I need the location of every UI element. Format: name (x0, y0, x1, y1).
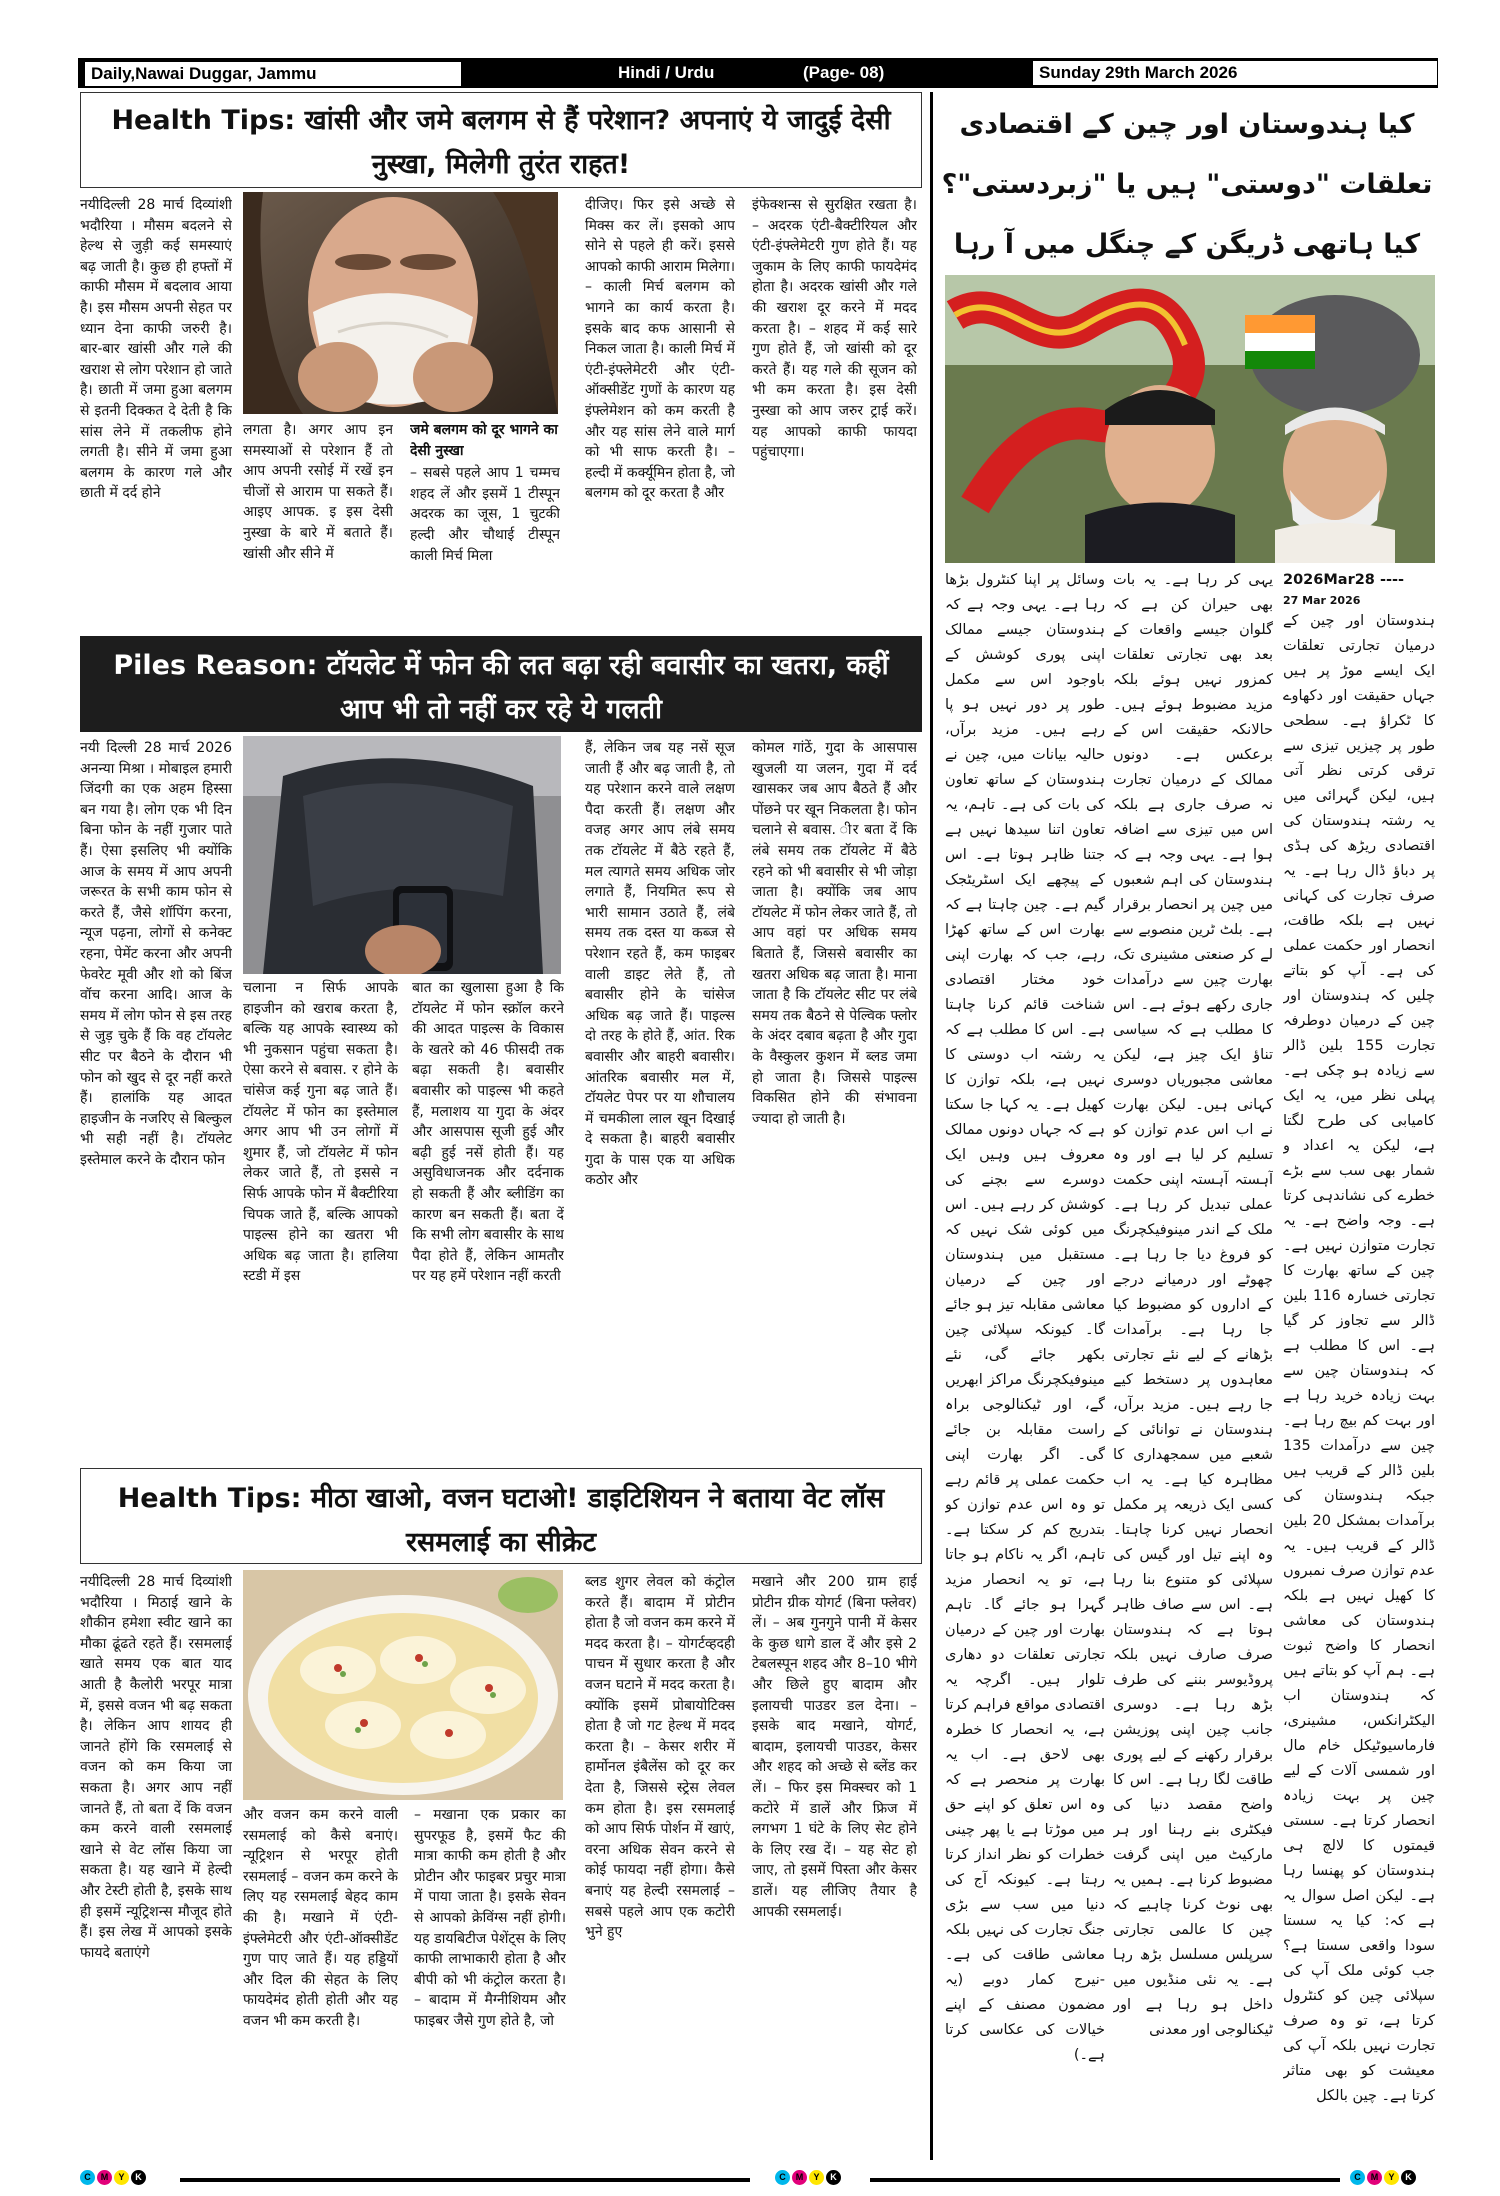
cmyk-c: C (775, 2170, 790, 2185)
article1-col3-subhead: जमे बलगम को दूर भागने का देसी नुस्खा (410, 422, 558, 459)
cmyk-k: K (1401, 2170, 1416, 2185)
urdu-col2-text: یہی کر رہا ہے۔ یہ بات بھی حیران کن ہے کہ گلوان جیسے واقعات کے بعد بھی تجارتی تعلقات کمزور نہیں ہوئے بلکہ مزید مضبوط ہوئے ہیں۔ حالانکہ حقیقت اس کے برعکس ہے۔ دونوں ممالک کے درمیان تجارت نہ صرف جاری ہے بلکہ اس میں تیزی سے اضافہ ہوا ہے۔ یہی وجہ ہے کہ ہندوستان کی اہم شعبوں میں چین پر انحصار برقرار ہے۔ بلٹ ٹرین منصوبے سے لے کر صنعتی مشینری تک، بھارت چین سے درآمدات جاری رکھے ہوئے ہے۔ اس کا مطلب ہے کہ سیاسی تناؤ ایک چیز ہے، لیکن معاشی مجبوریاں دوسری کہانی ہیں۔ لیکن بھارت نے اب اس عدم توازن کو تسلیم کر لیا ہے اور وہ آہستہ آہستہ اپنی حکمت عملی تبدیل کر رہا ہے۔ ملک کے اندر مینوفیکچرنگ کو فروغ دیا جا رہا ہے۔ چھوٹے اور درمیانے درجے کے اداروں کو مضبوط کیا جا رہا ہے۔ برآمدات بڑھانے کے لیے نئے تجارتی معاہدوں پر دستخط کیے جا رہے ہیں۔ مزید برآں، ہندوستان نے توانائی کے شعبے میں سمجھداری کا مظاہرہ کیا ہے۔ یہ اب کسی ایک ذریعہ پر مکمل انحصار نہیں کرنا چاہتا۔ وہ اپنے تیل اور گیس کی سپلائی کو متنوع بنا رہا ہے۔ اس سے صاف ظاہر ہوتا ہے کہ ہندوستان صرف صارف نہیں بلکہ پروڈیوسر بننے کی طرف بڑھ رہا ہے۔ دوسری جانب چین اپنی پوزیشن برقرار رکھنے کے لیے پوری طاقت لگا رہا ہے۔ اس کا واضح مقصد دنیا کی فیکٹری بنے رہنا اور ہر مارکیٹ میں اپنی گرفت مضبوط کرنا ہے۔ ہمیں یہ بھی نوٹ کرنا چاہیے کہ چین کا عالمی تجارتی سرپلس مسلسل بڑھ رہا ہے۔ یہ نئی منڈیوں میں داخل ہو رہا ہے اور ٹیکنالوجی اور معدنی (1113, 572, 1273, 2038)
article1-col3 (410, 420, 560, 625)
cmyk-marks-center (775, 2170, 841, 2185)
article3-col2-text: और वजन कम करने वाली रसमलाई को कैसे बनाएं। न्यूट्रिशन से भरपूर होती रसमलाई – वजन कम करने के लिए यह रसमलाई बेहद काम की है। मखाने में एंटी-इंफ्लेमेटरी और एंटी-ऑक्सीडेंट गुण पाए जाते हैं। यह हड्डियों और दिल की सेहत के लिए फायदेमंद होती होती और यह वजन भी कम करती है। (243, 1807, 398, 2029)
article1-col5-text: इंफेक्शन्स से सुरक्षित रखता है। – अदरक एंटी-बैक्टीरियल और एंटी-इंफ्लेमेटरी गुण होते हैं। यह जुकाम के लिए काफी फायदेमंद होता है। अदरक खांसी और गले की खराश दूर करने में मदद करता है। – शहद में कई सारे गुण होते हैं, जो खांसी को दूर करते हैं। यह गले की सूजन को भी कम करता है। इस देसी नुस्खा को आप जरुर ट्राई करें। यह आपको काफी फायदा पहुंचाएगा। (752, 197, 917, 461)
cmyk-y: Y (114, 2170, 129, 2185)
cmyk-c: C (1350, 2170, 1365, 2185)
cmyk-k: K (131, 2170, 146, 2185)
xi-modi-dragon-elephant-photo (945, 275, 1435, 563)
page-number: (Page- 08) (803, 63, 885, 82)
article2-col5 (752, 738, 917, 1460)
urdu-col3-text: وسائل پر اپنا کنٹرول بڑھا رہا ہے۔ یہی وجہ ہے کہ ہندوستان جیسے ممالک اپنی پوری کوشش کے باوجود اس سے مکمل طور پر دور نہیں ہو پا رہے ہیں۔ مزید برآں، حالیہ بیانات میں، چین نے ہندوستان کے ساتھ تعاون کی بات کی ہے۔ تاہم، یہ تعاون اتنا سیدھا نہیں ہے جتنا ظاہر ہوتا ہے۔ اس کے پیچھے ایک اسٹریٹجک گیم ہے۔ چین چاہتا ہے کہ بھارت اس کے ساتھ کھڑا رہے، جب کہ بھارت اپنی خود مختار اقتصادی شناخت قائم کرنا چاہتا ہے۔ اس کا مطلب ہے کہ یہ رشتہ اب دوستی کا نہیں ہے، بلکہ توازن کا کھیل ہے۔ یہ کہا جا سکتا ہے کہ جہاں دونوں ممالک معروف ہیں وہیں ایک دوسرے سے بچنے کی کوشش کر رہے ہیں۔ اس میں کوئی شک نہیں کہ مستقبل میں ہندوستان اور چین کے درمیان معاشی مقابلہ تیز ہو جائے گا۔ کیونکہ سپلائی چین بکھر جائے گی، نئے مینوفیکچرنگ مراکز ابھریں گے، اور ٹیکنالوجی براہ راست مقابلہ بن جائے گی۔ اگر بھارت اپنی حکمت عملی پر قائم رہے تو وہ اس عدم توازن کو بتدریج کم کر سکتا ہے۔ تاہم، اگر یہ ناکام ہو جاتا ہے، تو یہ انحصار مزید گہرا ہو جائے گا۔ تاہم بھارت اور چین کے درمیان تجارتی تعلقات دو دھاری تلوار ہیں۔ اگرچہ یہ اقتصادی مواقع فراہم کرتا ہے، یہ انحصار کا خطرہ بھی لاحق ہے۔ اب یہ بھارت پر منحصر ہے کہ وہ اس تعلق کو اپنے حق میں موڑتا ہے یا پھر چینی خطرات کو نظر انداز کرتا رہتا ہے۔ کیونکہ آج کی دنیا میں سب سے بڑی جنگ تجارت کی نہیں بلکہ معاشی طاقت کی ہے۔ -نیرج کمار دوبے (یہ مضمون مصنف کے اپنے خیالات کی عکاسی کرتا ہے۔) (945, 572, 1105, 2063)
footer-rule-right (870, 2178, 1340, 2182)
woman-coughing-photo (243, 192, 558, 414)
issue-date: Sunday 29th March 2026 (1033, 61, 1437, 85)
article1-col5 (752, 195, 917, 625)
article1-col1 (80, 195, 232, 625)
article3-col5-text: मखाने और 200 ग्राम हाई प्रोटीन ग्रीक योगर्ट (बिना फ्लेवर) लें। – अब गुनगुने पानी में केसर के कुछ धागे डाल दें और इसे 2 टेबलस्पून शहद और 8–10 भीगे और छिले हुए बादाम और इलायची पाउडर डल देना। – इसके बाद मखाने, योगर्ट, बादाम, इलायची पाउडर, केसर और शहद को अच्छे से ब्लेंड कर लें। – फिर इस मिक्स्चर को 1 कटोरे में डालें और फ्रिज में लगभग 1 घंटे के लिए सेट होने के लिए रख दें। – यह सेट हो जाए, तो इसमें पिस्ता और केसर डालें। यह लीजिए तैयार है आपकी रसमलाई। (752, 1574, 917, 1920)
article2-col5-text: कोमल गांठें, गुदा के आसपास खुजली या जलन, गुदा में दर्द खासकर जब आप बैठते हैं और पोंछने पर खून निकलता है। फोन चलाने से बवास. ीर बता दें कि लंबे समय तक टॉयलेट में बैठे रहने को भी बवासीर से भी जोड़ा जाता है। क्योंकि जब आप टॉयलेट में फोन लेकर जाते हैं, तो आप वहां पर अधिक समय बिताते हैं, जिससे बवासीर का खतरा अधिक बढ़ जाता है। माना जाता है कि टॉयलेट सीट पर लंबे समय तक बैठने से पेल्विक फ्लोर के अंदर दबाव बढ़ता है और गुदा के वैस्कुलर कुशन में ब्लड जमा हो जाता है। जिससे पाइल्स विकसित होने की संभावना ज्यादा हो जाती है। (752, 740, 917, 1127)
cmyk-y: Y (1384, 2170, 1399, 2185)
urdu-dateline2: 27 Mar 2026 (1283, 594, 1361, 607)
article3-col1-text: नयीदिल्ली 28 मार्च दिव्यांशी भदौरिया । मिठाई खाने के शौकीन हमेशा स्वीट खाने का मौका ढूंढते रहते हैं। रसमलाई खाते समय एक बात याद आती है कैलोरी भरपूर मात्रा में, इससे वजन भी बढ़ सकता है। लेकिन आप शायद ही जानते होंगे कि रसमलाई से वजन को कम किया जा सकता है। अगर आप नहीं जानते हैं, तो बता दें कि वजन कम करने वाली रसमलाई खाने से वेट लॉस किया जा सकता है। यह खाने में हेल्दी और टेस्टी होती है, इसके साथ ही इसमें न्यूट्रिशन्स मौजूद होते हैं। इस लेख में आपको इसके फायदे बताएंगे (80, 1574, 232, 1961)
article2-col4-text: हैं, लेकिन जब यह नसें सूज जाती हैं और बढ़ जाती है, तो यह परेशान करने वाले लक्षण पैदा करती हैं। लक्षण और वजह अगर आप लंबे समय तक टॉयलेट में बैठे रहते हैं, मल त्यागते समय अधिक जोर लगाते हैं, नियमित रूप से भारी सामान उठाते हैं, लंबे समय तक दस्त या कब्ज से परेशान रहते हैं, कम फाइबर वाली डाइट लेते हैं, तो बवासीर होने के चांसेज अधिक बढ़ जाते हैं। पाइल्स दो तरह के होते हैं, आंत. रिक बवासीर और बाहरी बवासीर। आंतरिक बवासीर मल में, टॉयलेट पेपर पर या शौचालय में चमकीला लाल खून दिखाई दे सकता है। बाहरी बवासीर गुदा के पास एक या अधिक कठोर और (585, 740, 735, 1189)
article3-col4-text: ब्लड शुगर लेवल को कंट्रोल करते हैं। बादाम में प्रोटीन होता है जो वजन कम करने में मदद करता है। – योगर्टव्हदही पाचन में सुधार करता है और वजन घटाने में मदद करता है। क्योंकि इसमें प्रोबायोटिक्स होता है जो गट हेल्थ में मदद करता है। – केसर शरीर में हार्मोनल इंबैलेंस को दूर कर देता है, जिससे स्ट्रेस लेवल कम होता है। इस रसमलाई को आप सिर्फ पोर्शन में खाएं, वरना अधिक सेवन करने से कोई फायदा नहीं होगा। कैसे बनाएं यह हेल्दी रसमलाई – सबसे पहले आप एक कटोरी भुने हुए (585, 1574, 735, 1941)
article2-col3 (412, 978, 564, 1460)
cmyk-c: C (80, 2170, 95, 2185)
article2-col1 (80, 738, 232, 1458)
cmyk-marks-right (1350, 2170, 1416, 2185)
cmyk-y: Y (809, 2170, 824, 2185)
cmyk-m: M (792, 2170, 807, 2185)
urdu-col1-text: ہندوستان اور چین کے درمیان تجارتی تعلقات ایک ایسے موڑ پر ہیں جہاں حقیقت اور دکھاوے کا ٹکراؤ ہے۔ سطحی طور پر چیزیں تیزی سے ترقی کرتی نظر آتی ہیں، لیکن گہرائی میں یہ رشتہ ہندوستان کی اقتصادی ریڑھ کی ہڈی پر دباؤ ڈال رہا ہے۔ یہ صرف تجارت کی کہانی نہیں ہے بلکہ طاقت، انحصار اور حکمت عملی کی ہے۔ آپ کو بتاتے چلیں کہ ہندوستان اور چین کے درمیان دوطرفہ تجارت 155 بلین ڈالر سے زیادہ ہو چکی ہے۔ پہلی نظر میں، یہ ایک کامیابی کی طرح لگتا ہے، لیکن یہ اعداد و شمار بھی سب سے بڑے خطرے کی نشاندہی کرتا ہے۔ وجہ واضح ہے۔ یہ تجارت متوازن نہیں ہے۔ چین کے ساتھ بھارت کا تجارتی خسارہ 116 بلین ڈالر سے تجاوز کر گیا ہے۔ اس کا مطلب ہے کہ ہندوستان چین سے بہت زیادہ خرید رہا ہے اور بہت کم بیچ رہا ہے۔ چین سے درآمدات 135 بلین ڈالر کے قریب ہیں جبکہ ہندوستان کی برآمدات بمشکل 20 بلین ڈالر کے قریب ہیں۔ یہ عدم توازن صرف نمبروں کا کھیل نہیں ہے بلکہ ہندوستان کی معاشی انحصار کا واضح ثبوت ہے۔ ہم آپ کو بتاتے ہیں کہ ہندوستان اب الیکٹرانکس، مشینری، فارماسیوٹیکل خام مال اور شمسی آلات کے لیے چین پر بہت زیادہ انحصار کرتا ہے۔ سستی قیمتوں کا لالچ ہی ہندوستان کو پھنسا رہا ہے۔ لیکن اصل سوال یہ ہے کہ: کیا یہ سستا سودا واقعی سستا ہے؟ جب کوئی ملک آپ کی سپلائی چین کو کنٹرول کرتا ہے، تو وہ صرف تجارت نہیں بلکہ آپ کی معیشت کو بھی متاثر کرتا ہے۔ چین بالکل (1283, 613, 1435, 2104)
article3-col4 (585, 1572, 735, 2162)
rasmalai-photo (243, 1570, 563, 1800)
cmyk-k: K (826, 2170, 841, 2185)
section-divider (930, 92, 933, 2160)
phone-in-toilet-photo (243, 736, 561, 974)
article1-col2 (243, 420, 393, 625)
urdu-dateline: 2026Mar28 ---- (1283, 572, 1405, 588)
article2-col2-text: चलाना न सिर्फ आपके हाइजीन को खराब करता है, बल्कि यह आपके स्वास्थ्य को भी नुकसान पहुंचा सकता है। ऐसा करने से बवास. र होने के चांसेज कई गुना बढ़ जाते हैं। टॉयलेट में फोन का इस्तेमाल अगर आप भी उन लोगों में शुमार हैं, जो टॉयलेट में फोन लेकर जाते हैं, तो इससे न सिर्फ आपके फोन में बैक्टीरिया चिपक जाते हैं, बल्कि आपको पाइल्स होने का खतरा भी अधिक बढ़ जाता है। हालिया स्टडी में इस (243, 980, 398, 1285)
cmyk-marks-left (80, 2170, 146, 2185)
language-label: Hindi / Urdu (618, 63, 715, 82)
article3-col2 (243, 1805, 398, 2162)
article1-col4 (585, 195, 735, 625)
urdu-col1 (1283, 568, 1435, 2158)
article1-col3-text: – सबसे पहले आप 1 चम्मच शहद लें और इसमें 1 टीस्पून अदरक का जूस, 1 चुटकी हल्दी और चौथाई टीस्पून काली मिर्च मिला (410, 465, 560, 564)
article1-col2-text: लगता है। अगर आप इन समस्याओं से परेशान हैं तो आप अपनी रसोई में रखें इन चीजों से आराम पा सकते हैं। आइए आपक. इ इस देसी नुस्खा के बारे में बताते हैं। खांसी और सीने में (243, 422, 393, 562)
urdu-headline: کیا ہندوستان اور چین کے اقتصادی تعلقات "دوستی" ہیں یا "زبردستی"؟ کیا ہاتھی ڈریگن کے چنگل میں آ رہا (941, 109, 1433, 260)
cmyk-m: M (1367, 2170, 1382, 2185)
article1-col4-text: दीजिए। फिर इसे अच्छे से मिक्स कर लें। इसको आप सोने से पहले ही करें। इससे आपको काफी आराम मिलेगा। – काली मिर्च बलगम को भागने का कार्य करता है। इसके बाद कफ आसानी से निकल जाता है। काली मिर्च में एंटी-इंफ्लेमेटरी और एंटी-ऑक्सीडेंट गुणों के कारण यह इंफ्लेमेशन को कम करती है और यह सांस लेने वाले मार्ग को भी साफ करती है। – हल्दी में कर्क्यूमिन होता है, जो बलगम को दूर करता है और (585, 197, 735, 502)
article2-col2 (243, 978, 398, 1460)
article3-col3-text: – मखाना एक प्रकार का सुपरफूड है, इसमें फैट की मात्रा काफी कम होती है और प्रोटीन और फाइबर प्रचुर मात्रा में पाया जाता है। इसके सेवन से आपको क्रेविंग्स नहीं होगी। यह डायबिटीज पेशेंट्स के लिए काफी लाभाकारी होता है और बीपी को भी कंट्रोल करता है। – बादाम में मैग्नीशियम और फाइबर जैसे गुण होते है, जो (414, 1807, 566, 2029)
article2-col1-text: नयी दिल्ली 28 मार्च 2026 अनन्या मिश्रा । मोबाइल हमारी जिंदगी का एक अहम हिस्सा बन गया है। लोग एक भी दिन बिना फोन के नहीं गुजार पाते हैं। ऐसा इसलिए भी क्योंकि आज के समय में आप अपनी जरूरत के सभी काम फोन से करते हैं, जैसे शॉपिंग करना, न्यूज पढ़ना, लोगों से कनेक्ट रहना, पेमेंट करना और अपनी फेवरेट मूवी और शो को बिंज वॉच करना आदि। आज के समय में लोग फोन से इस तरह से जुड़ चुके हैं कि वह टॉयलेट सीट पर बैठने के दौरान भी फोन को खुद से दूर नहीं करते हैं। हालांकि यह आदत हाइजीन के नजरिए से बिल्कुल भी सही नहीं है। टॉयलेट इस्तेमाल करने के दौरान फोन (80, 740, 232, 1168)
urdu-col2 (1113, 568, 1273, 2158)
article3-col5 (752, 1572, 917, 2162)
article2-col4 (585, 738, 735, 1460)
article3-headline: Health Tips: मीठा खाओ, वजन घटाओ! डाइटिशियन ने बताया वेट लॉस रसमलाई का सीक्रेट (80, 1468, 922, 1564)
paper-name: Daily,Nawai Duggar, Jammu (84, 61, 462, 87)
article3-col3 (414, 1805, 566, 2162)
article2-headline: Piles Reason: टॉयलेट में फोन की लत बढ़ा रही बवासीर का खतरा, कहीं आप भी तो नहीं कर रहे ये गलती (80, 636, 922, 732)
masthead-bar (78, 58, 1438, 88)
article2-col3-text: बात का खुलासा हुआ है कि टॉयलेट में फोन स्क्रॉल करने की आदत पाइल्स के विकास के खतरे को 46 फीसदी तक बढ़ा सकती है। बवासीर बवासीर को पाइल्स भी कहते हैं, मलाशय या गुदा के अंदर और आसपास सूजी हुई और बढ़ी हुई नसें होती हैं। यह असुविधाजनक और दर्दनाक हो सकती हैं और ब्लीडिंग का कारण बन सकती हैं। बता दें कि सभी लोग बवासीर के साथ पैदा होते हैं, लेकिन आमतौर पर यह हमें परेशान नहीं करती (412, 980, 564, 1285)
cmyk-m: M (97, 2170, 112, 2185)
article1-headline: Health Tips: खांसी और जमे बलगम से हैं परेशान? अपनाएं ये जादुई देसी नुस्खा, मिलेगी तुरंत राहत! (80, 92, 922, 188)
urdu-col3 (945, 568, 1105, 2158)
article1-col1-text: नयीदिल्ली 28 मार्च दिव्यांशी भदौरिया । मौसम बदलने से हेल्थ से जुड़ी कई समस्याएं बढ़ जाती है। कुछ ही हफ्तों में काफी मौसम में बदलाव आया है। इस मौसम अपनी सेहत पर ध्यान देना काफी जरुरी है। बार-बार खांसी और गले की खराश से लोग परेशान हो जाते है। छाती में जमा हुआ बलगम से इतनी दिक्कत दे देती है कि सांस लेने में तकलीफ होने लगती है। सीने में जमा हुआ बलगम के कारण गले और छाती में दर्द होने (80, 197, 232, 502)
article3-col1 (80, 1572, 232, 2162)
footer-rule-left (180, 2178, 750, 2182)
